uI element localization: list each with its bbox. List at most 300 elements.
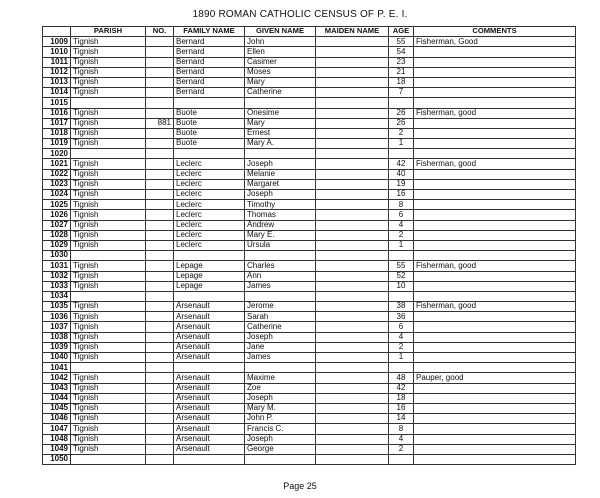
no-cell bbox=[146, 179, 174, 189]
parish-cell: Tignish bbox=[71, 434, 146, 444]
comments-cell bbox=[414, 251, 576, 261]
no-cell bbox=[146, 434, 174, 444]
family-name-cell: Arsenault bbox=[174, 302, 245, 312]
parish-cell: Tignish bbox=[71, 118, 146, 128]
given-name-cell: Moses bbox=[245, 67, 316, 77]
parish-cell: Tignish bbox=[71, 240, 146, 250]
age-cell bbox=[389, 98, 414, 108]
no-cell bbox=[146, 281, 174, 291]
table-row bbox=[43, 190, 576, 200]
given-name-cell: Mary M. bbox=[245, 403, 316, 413]
parish-cell: Tignish bbox=[71, 88, 146, 98]
family-name-cell: Bernard bbox=[174, 37, 245, 47]
table-row bbox=[43, 363, 576, 373]
table-row bbox=[43, 98, 576, 108]
age-cell: 16 bbox=[389, 403, 414, 413]
table-row bbox=[43, 108, 576, 118]
parish-cell: Tignish bbox=[71, 230, 146, 240]
row-number: 1026 bbox=[43, 210, 71, 220]
parish-cell: Tignish bbox=[71, 67, 146, 77]
no-cell bbox=[146, 200, 174, 210]
comments-cell: Fisherman, good bbox=[414, 108, 576, 118]
no-cell bbox=[146, 139, 174, 149]
no-cell bbox=[146, 353, 174, 363]
row-number: 1028 bbox=[43, 230, 71, 240]
header-age: AGE bbox=[389, 27, 414, 37]
table-row bbox=[43, 200, 576, 210]
age-cell: 2 bbox=[389, 444, 414, 454]
given-name-cell bbox=[245, 98, 316, 108]
no-cell bbox=[146, 159, 174, 169]
no-cell bbox=[146, 190, 174, 200]
comments-cell bbox=[414, 240, 576, 250]
parish-cell: Tignish bbox=[71, 281, 146, 291]
given-name-cell: Joseph bbox=[245, 393, 316, 403]
family-name-cell bbox=[174, 454, 245, 464]
table-row bbox=[43, 271, 576, 281]
no-cell bbox=[146, 444, 174, 454]
given-name-cell: Maxime bbox=[245, 373, 316, 383]
family-name-cell: Leclerc bbox=[174, 179, 245, 189]
given-name-cell bbox=[245, 363, 316, 373]
no-cell bbox=[146, 57, 174, 67]
age-cell: 40 bbox=[389, 169, 414, 179]
given-name-cell: Margaret bbox=[245, 179, 316, 189]
no-cell bbox=[146, 363, 174, 373]
table-row bbox=[43, 47, 576, 57]
given-name-cell: Catherine bbox=[245, 88, 316, 98]
table-row bbox=[43, 414, 576, 424]
table-row bbox=[43, 169, 576, 179]
no-cell bbox=[146, 414, 174, 424]
no-cell bbox=[146, 128, 174, 138]
given-name-cell: James bbox=[245, 353, 316, 363]
header-row-number bbox=[43, 27, 71, 37]
no-cell bbox=[146, 98, 174, 108]
row-number: 1049 bbox=[43, 444, 71, 454]
given-name-cell: Joseph bbox=[245, 190, 316, 200]
row-number: 1047 bbox=[43, 424, 71, 434]
family-name-cell: Leclerc bbox=[174, 159, 245, 169]
row-number: 1040 bbox=[43, 353, 71, 363]
age-cell: 26 bbox=[389, 118, 414, 128]
parish-cell: Tignish bbox=[71, 444, 146, 454]
given-name-cell: Mary bbox=[245, 118, 316, 128]
row-number: 1030 bbox=[43, 251, 71, 261]
given-name-cell: Melanie bbox=[245, 169, 316, 179]
comments-cell bbox=[414, 210, 576, 220]
maiden-name-cell bbox=[316, 454, 389, 464]
row-number: 1011 bbox=[43, 57, 71, 67]
table-row bbox=[43, 403, 576, 413]
family-name-cell: Arsenault bbox=[174, 393, 245, 403]
parish-cell: Tignish bbox=[71, 261, 146, 271]
no-cell bbox=[146, 149, 174, 159]
family-name-cell: Arsenault bbox=[174, 434, 245, 444]
given-name-cell bbox=[245, 291, 316, 301]
comments-cell bbox=[414, 353, 576, 363]
row-number: 1044 bbox=[43, 393, 71, 403]
age-cell: 8 bbox=[389, 200, 414, 210]
maiden-name-cell bbox=[316, 353, 389, 363]
comments-cell bbox=[414, 332, 576, 342]
header-given-name: GIVEN NAME bbox=[245, 27, 316, 37]
age-cell: 23 bbox=[389, 57, 414, 67]
no-cell bbox=[146, 230, 174, 240]
row-number: 1022 bbox=[43, 169, 71, 179]
age-cell: 38 bbox=[389, 302, 414, 312]
row-number: 1032 bbox=[43, 271, 71, 281]
parish-cell: Tignish bbox=[71, 190, 146, 200]
parish-cell: Tignish bbox=[71, 139, 146, 149]
census-table bbox=[42, 26, 576, 465]
page-number: Page 25 bbox=[283, 481, 317, 491]
parish-cell: Tignish bbox=[71, 57, 146, 67]
parish-cell: Tignish bbox=[71, 393, 146, 403]
maiden-name-cell bbox=[316, 312, 389, 322]
comments-cell bbox=[414, 67, 576, 77]
parish-cell: Tignish bbox=[71, 210, 146, 220]
table-row bbox=[43, 37, 576, 47]
age-cell: 7 bbox=[389, 88, 414, 98]
family-name-cell: Bernard bbox=[174, 88, 245, 98]
age-cell: 8 bbox=[389, 424, 414, 434]
age-cell: 42 bbox=[389, 383, 414, 393]
table-row bbox=[43, 149, 576, 159]
parish-cell: Tignish bbox=[71, 332, 146, 342]
family-name-cell: Leclerc bbox=[174, 210, 245, 220]
comments-cell bbox=[414, 383, 576, 393]
parish-cell: Tignish bbox=[71, 169, 146, 179]
given-name-cell: George bbox=[245, 444, 316, 454]
comments-cell bbox=[414, 128, 576, 138]
age-cell: 1 bbox=[389, 240, 414, 250]
table-row bbox=[43, 332, 576, 342]
row-number: 1050 bbox=[43, 454, 71, 464]
comments-cell bbox=[414, 200, 576, 210]
age-cell: 42 bbox=[389, 159, 414, 169]
given-name-cell: Andrew bbox=[245, 220, 316, 230]
row-number: 1041 bbox=[43, 363, 71, 373]
parish-cell: Tignish bbox=[71, 383, 146, 393]
document-title: 1890 ROMAN CATHOLIC CENSUS OF P. E. I. bbox=[192, 9, 408, 20]
age-cell: 1 bbox=[389, 353, 414, 363]
row-number: 1027 bbox=[43, 220, 71, 230]
table-row bbox=[43, 353, 576, 363]
comments-cell bbox=[414, 434, 576, 444]
age-cell: 10 bbox=[389, 281, 414, 291]
given-name-cell: Onesime bbox=[245, 108, 316, 118]
age-cell: 19 bbox=[389, 179, 414, 189]
age-cell: 6 bbox=[389, 322, 414, 332]
table-row bbox=[43, 77, 576, 87]
comments-cell: Pauper, good bbox=[414, 373, 576, 383]
family-name-cell: Arsenault bbox=[174, 444, 245, 454]
row-number: 1025 bbox=[43, 200, 71, 210]
row-number: 1048 bbox=[43, 434, 71, 444]
row-number: 1024 bbox=[43, 190, 71, 200]
parish-cell: Tignish bbox=[71, 47, 146, 57]
given-name-cell: Mary E. bbox=[245, 230, 316, 240]
row-number: 1046 bbox=[43, 414, 71, 424]
age-cell: 26 bbox=[389, 108, 414, 118]
family-name-cell: Arsenault bbox=[174, 414, 245, 424]
family-name-cell: Buote bbox=[174, 139, 245, 149]
row-number: 1017 bbox=[43, 118, 71, 128]
given-name-cell: Sarah bbox=[245, 312, 316, 322]
age-cell bbox=[389, 251, 414, 261]
maiden-name-cell bbox=[316, 159, 389, 169]
comments-cell: Fisherman, Good bbox=[414, 37, 576, 47]
row-number: 1035 bbox=[43, 302, 71, 312]
no-cell bbox=[146, 220, 174, 230]
family-name-cell: Lepage bbox=[174, 271, 245, 281]
parish-cell: Tignish bbox=[71, 128, 146, 138]
comments-cell bbox=[414, 169, 576, 179]
age-cell: 36 bbox=[389, 312, 414, 322]
family-name-cell: Bernard bbox=[174, 67, 245, 77]
row-number: 1031 bbox=[43, 261, 71, 271]
maiden-name-cell bbox=[316, 414, 389, 424]
no-cell bbox=[146, 108, 174, 118]
row-number: 1038 bbox=[43, 332, 71, 342]
row-number: 1036 bbox=[43, 312, 71, 322]
given-name-cell: John P. bbox=[245, 414, 316, 424]
maiden-name-cell bbox=[316, 139, 389, 149]
table-row bbox=[43, 454, 576, 464]
comments-cell bbox=[414, 322, 576, 332]
given-name-cell: Thomas bbox=[245, 210, 316, 220]
family-name-cell: Arsenault bbox=[174, 312, 245, 322]
maiden-name-cell bbox=[316, 57, 389, 67]
maiden-name-cell bbox=[316, 342, 389, 352]
maiden-name-cell bbox=[316, 271, 389, 281]
given-name-cell bbox=[245, 149, 316, 159]
no-cell bbox=[146, 302, 174, 312]
age-cell: 2 bbox=[389, 342, 414, 352]
maiden-name-cell bbox=[316, 444, 389, 454]
no-cell bbox=[146, 210, 174, 220]
family-name-cell: Bernard bbox=[174, 57, 245, 67]
no-cell bbox=[146, 312, 174, 322]
no-cell bbox=[146, 77, 174, 87]
header-maiden-name: MAIDEN NAME bbox=[316, 27, 389, 37]
age-cell: 1 bbox=[389, 139, 414, 149]
comments-cell bbox=[414, 190, 576, 200]
no-cell bbox=[146, 67, 174, 77]
family-name-cell: Arsenault bbox=[174, 332, 245, 342]
comments-cell bbox=[414, 291, 576, 301]
header-no: NO. bbox=[146, 27, 174, 37]
no-cell bbox=[146, 169, 174, 179]
comments-cell bbox=[414, 179, 576, 189]
table-row bbox=[43, 57, 576, 67]
maiden-name-cell bbox=[316, 108, 389, 118]
given-name-cell: Casimer bbox=[245, 57, 316, 67]
no-cell bbox=[146, 88, 174, 98]
table-row bbox=[43, 261, 576, 271]
family-name-cell bbox=[174, 291, 245, 301]
table-row bbox=[43, 322, 576, 332]
maiden-name-cell bbox=[316, 200, 389, 210]
maiden-name-cell bbox=[316, 281, 389, 291]
maiden-name-cell bbox=[316, 302, 389, 312]
no-cell bbox=[146, 251, 174, 261]
row-number: 1043 bbox=[43, 383, 71, 393]
table-row bbox=[43, 240, 576, 250]
comments-cell bbox=[414, 118, 576, 128]
census-table-body bbox=[43, 37, 576, 465]
family-name-cell bbox=[174, 251, 245, 261]
row-number: 1037 bbox=[43, 322, 71, 332]
table-row bbox=[43, 220, 576, 230]
given-name-cell: James bbox=[245, 281, 316, 291]
family-name-cell: Leclerc bbox=[174, 169, 245, 179]
row-number: 1013 bbox=[43, 77, 71, 87]
row-number: 1021 bbox=[43, 159, 71, 169]
parish-cell: Tignish bbox=[71, 312, 146, 322]
row-number: 1023 bbox=[43, 179, 71, 189]
family-name-cell: Lepage bbox=[174, 281, 245, 291]
comments-cell bbox=[414, 230, 576, 240]
no-cell bbox=[146, 322, 174, 332]
age-cell: 4 bbox=[389, 434, 414, 444]
given-name-cell: Joseph bbox=[245, 159, 316, 169]
age-cell bbox=[389, 363, 414, 373]
comments-cell bbox=[414, 424, 576, 434]
comments-cell bbox=[414, 393, 576, 403]
table-row bbox=[43, 434, 576, 444]
age-cell: 54 bbox=[389, 47, 414, 57]
row-number: 1012 bbox=[43, 67, 71, 77]
comments-cell bbox=[414, 271, 576, 281]
comments-cell bbox=[414, 149, 576, 159]
row-number: 1033 bbox=[43, 281, 71, 291]
given-name-cell: Francis C. bbox=[245, 424, 316, 434]
comments-cell bbox=[414, 403, 576, 413]
maiden-name-cell bbox=[316, 67, 389, 77]
parish-cell bbox=[71, 363, 146, 373]
no-cell bbox=[146, 291, 174, 301]
maiden-name-cell bbox=[316, 77, 389, 87]
family-name-cell: Leclerc bbox=[174, 190, 245, 200]
maiden-name-cell bbox=[316, 47, 389, 57]
table-row bbox=[43, 383, 576, 393]
table-row bbox=[43, 118, 576, 128]
parish-cell bbox=[71, 149, 146, 159]
no-cell bbox=[146, 403, 174, 413]
row-number: 1015 bbox=[43, 98, 71, 108]
maiden-name-cell bbox=[316, 251, 389, 261]
table-row bbox=[43, 88, 576, 98]
no-cell bbox=[146, 240, 174, 250]
family-name-cell: Arsenault bbox=[174, 353, 245, 363]
no-cell bbox=[146, 424, 174, 434]
given-name-cell bbox=[245, 251, 316, 261]
maiden-name-cell bbox=[316, 118, 389, 128]
parish-cell: Tignish bbox=[71, 353, 146, 363]
age-cell: 16 bbox=[389, 190, 414, 200]
family-name-cell bbox=[174, 149, 245, 159]
age-cell bbox=[389, 454, 414, 464]
comments-cell bbox=[414, 444, 576, 454]
age-cell: 52 bbox=[389, 271, 414, 281]
age-cell: 6 bbox=[389, 210, 414, 220]
given-name-cell: Charles bbox=[245, 261, 316, 271]
row-number: 1020 bbox=[43, 149, 71, 159]
no-cell bbox=[146, 332, 174, 342]
parish-cell: Tignish bbox=[71, 179, 146, 189]
no-cell bbox=[146, 383, 174, 393]
table-row bbox=[43, 424, 576, 434]
family-name-cell: Bernard bbox=[174, 77, 245, 87]
comments-cell bbox=[414, 414, 576, 424]
no-cell bbox=[146, 271, 174, 281]
maiden-name-cell bbox=[316, 434, 389, 444]
parish-cell: Tignish bbox=[71, 77, 146, 87]
maiden-name-cell bbox=[316, 383, 389, 393]
given-name-cell: Timothy bbox=[245, 200, 316, 210]
family-name-cell: Buote bbox=[174, 118, 245, 128]
header-comments: COMMENTS bbox=[414, 27, 576, 37]
maiden-name-cell bbox=[316, 190, 389, 200]
family-name-cell bbox=[174, 363, 245, 373]
family-name-cell: Leclerc bbox=[174, 230, 245, 240]
family-name-cell: Buote bbox=[174, 108, 245, 118]
maiden-name-cell bbox=[316, 220, 389, 230]
family-name-cell: Buote bbox=[174, 128, 245, 138]
comments-cell bbox=[414, 98, 576, 108]
table-row bbox=[43, 302, 576, 312]
row-number: 1016 bbox=[43, 108, 71, 118]
maiden-name-cell bbox=[316, 403, 389, 413]
family-name-cell: Arsenault bbox=[174, 322, 245, 332]
parish-cell: Tignish bbox=[71, 108, 146, 118]
table-row bbox=[43, 393, 576, 403]
family-name-cell: Lepage bbox=[174, 261, 245, 271]
parish-cell: Tignish bbox=[71, 342, 146, 352]
maiden-name-cell bbox=[316, 230, 389, 240]
header-parish: PARISH bbox=[71, 27, 146, 37]
age-cell: 48 bbox=[389, 373, 414, 383]
comments-cell bbox=[414, 281, 576, 291]
given-name-cell: Catherine bbox=[245, 322, 316, 332]
comments-cell bbox=[414, 88, 576, 98]
table-header-row bbox=[43, 27, 576, 37]
age-cell bbox=[389, 291, 414, 301]
maiden-name-cell bbox=[316, 37, 389, 47]
given-name-cell: Mary bbox=[245, 77, 316, 87]
family-name-cell: Arsenault bbox=[174, 383, 245, 393]
parish-cell: Tignish bbox=[71, 414, 146, 424]
parish-cell: Tignish bbox=[71, 302, 146, 312]
parish-cell: Tignish bbox=[71, 424, 146, 434]
row-number: 1019 bbox=[43, 139, 71, 149]
no-cell bbox=[146, 37, 174, 47]
parish-cell: Tignish bbox=[71, 403, 146, 413]
maiden-name-cell bbox=[316, 424, 389, 434]
age-cell: 18 bbox=[389, 393, 414, 403]
table-row bbox=[43, 251, 576, 261]
given-name-cell: Joseph bbox=[245, 434, 316, 444]
comments-cell bbox=[414, 312, 576, 322]
no-cell bbox=[146, 261, 174, 271]
table-row bbox=[43, 128, 576, 138]
parish-cell bbox=[71, 454, 146, 464]
age-cell: 2 bbox=[389, 128, 414, 138]
table-row bbox=[43, 291, 576, 301]
family-name-cell: Leclerc bbox=[174, 240, 245, 250]
